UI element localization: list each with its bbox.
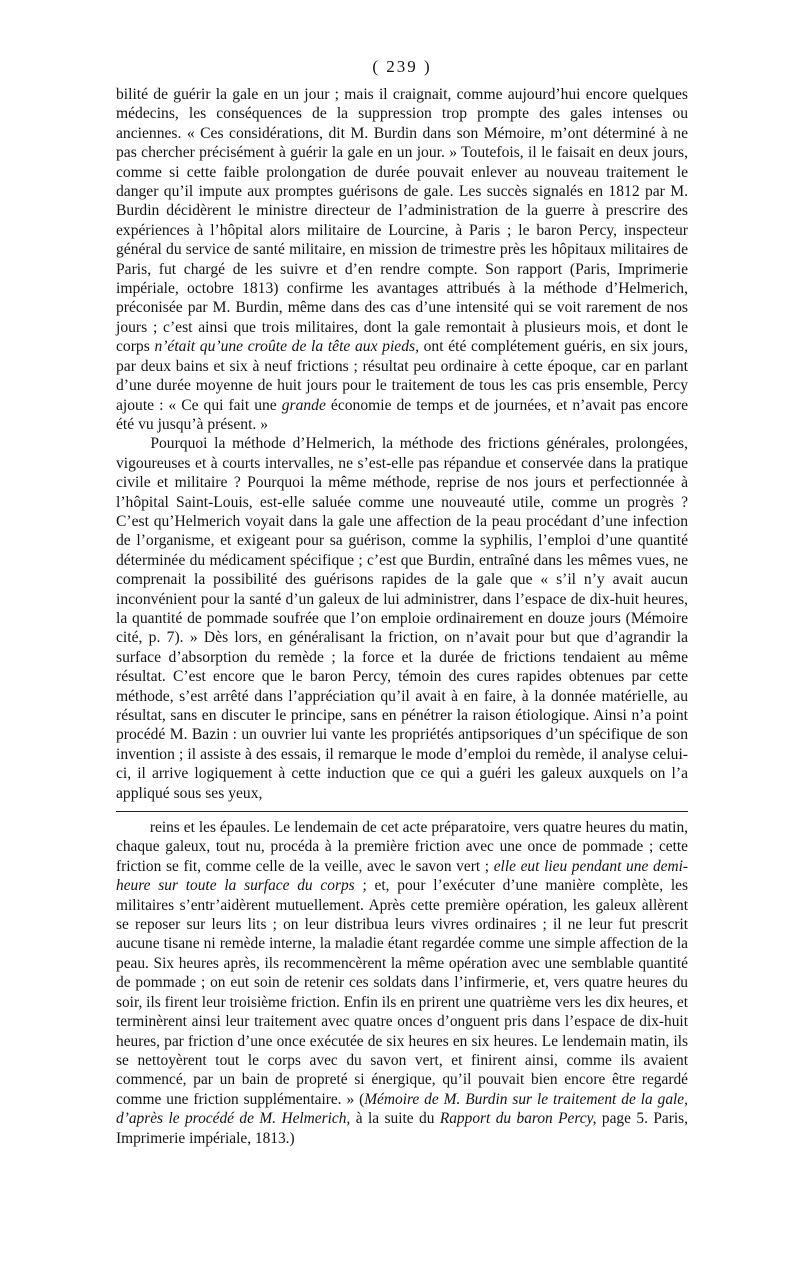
footnote-italic-text: elle eut lieu pendant une demi-heure sur toute la surface du corps: [116, 857, 688, 895]
body-italic-text: grande: [281, 396, 326, 414]
body-paragraph: [116, 85, 688, 434]
footnote-paragraph: [116, 818, 688, 1148]
footnote-text: page 5. Paris, Imprimerie impériale, 1813.): [116, 1110, 688, 1147]
footnote-text: ; et, pour l’exécuter d’une manière complète, les militaires s’entr’aidèrent mutuellement. Après cette première opération, les galeux allèrent se reposer sur leurs lits ; on leur distribua leurs vivres ordinaires ; il ne leur fut prescrit aucune tisane ni remède interne, la maladie étant regardée comme une simple affection de la peau. Six heures après, ils recommencèrent la même opération avec une semblable quantité de pommade ; on eut soin de retenir ces soldats dans l’infirmerie, et, vers quatre heures du soir, ils firent leur troisième friction. Enfin ils en prirent une quatrième vers les dix heures, et terminèrent ainsi leur traitement avec quatre onces d’onguent pris dans l’espace de dix-huit heures, par friction d’une once exécutée de six heures en six heures. Le lendemain matin, ils se nettoyèrent tout le corps avec du savon vert, et finirent ainsi, comme ils avaient commencé, par un bain de propreté si énergique, qu’il pouvait bien encore être regardé comme une friction supplémentaire. » (: [116, 877, 689, 1108]
footnote-divider: [116, 811, 688, 812]
footnote-italic-text: Mémoire de M. Burdin sur le traitement de la gale, d’après le procédé de M. Helmerich,: [116, 1090, 688, 1128]
main-text: [116, 85, 688, 803]
footnote-text: reins et les épaules. Le lendemain de cet acte préparatoire, vers quatre heures du matin, chaque galeux, tout nu, procéda à la première friction avec une once de pommade ; cette friction se fit, comme celle de la veille, avec le savon vert ;: [116, 819, 688, 875]
body-italic-text: n’était qu’une croûte de la tête aux pieds,: [154, 338, 419, 356]
page-number: ( 239 ): [372, 57, 432, 76]
body-paragraph: Pourquoi la méthode d’Helmerich, la méthode des frictions générales, prolongées, vigoureuses et à courts intervalles, ne s’est-elle pas répandue et conservée dans la pratique civile et militaire ? Pourquoi la même méthode, reprise de nos jours et perfectionnée à l’hôpital Saint-Louis, est-elle saluée comme une nouveauté utile, comme un progrès ? C’est qu’Helmerich voyait dans la gale une affection de la peau procédant d’une infection de l’organisme, et exigeant pour sa guérison, comme la syphilis, l’emploi d’une quantité déterminée du médicament spécifique ; c’est que Burdin, entraîné dans les mêmes vues, ne comprenait la possibilité des guérisons rapides de la gale que « s’il n’y avait aucun inconvénient pour la santé d’un galeux de lui administrer, dans l’espace de dix-huit heures, la quantité de pommade soufrée que l’on emploie ordinairement en douze jours (Mémoire cité, p. 7). » Dès lors, en généralisant la friction, on n’avait pour but que d’agrandir la surface d’absorption du remède ; la force et la durée de frictions tendaient au même résultat. C’est encore que le baron Percy, témoin des cures rapides obtenues par cette méthode, s’est arrêté dans l’appréciation qu’il avait à en faire, à la donnée matérielle, au résultat, sans en discuter le principe, sans en pénétrer la raison étiologique. Ainsi n’a point procédé M. Bazin : un ouvrier lui vante les propriétés antipsoriques d’un spécifique de son invention ; il assiste à des essais, il remarque le mode d’emploi du remède, il analyse celui-ci, il arrive logiquement à cette induction que ce qui a guéri les galeux auxquels on l’a appliqué sous ses yeux,: [116, 435, 688, 802]
body-text: bilité de guérir la gale en un jour ; mais il craignait, comme aujourd’hui encore quelques médecins, les conséquences de la suppression trop prompte des gales intenses ou anciennes. « Ces considérations, dit M. Burdin dans son Mémoire, m’ont déterminé à ne pas chercher précisément à guérir la gale en un jour. » Toutefois, il le faisait en deux jours, comme si cette faible prolongation de durée pouvait enlever au nouveau traitement le danger qu’il impute aux promptes guérisons de gale. Les succès signalés en 1812 par M. Burdin décidèrent le ministre directeur de l’administration de la guerre à prescrire des expériences à l’hôpital alors militaire de Lourcine, à Paris ; le baron Percy, inspecteur général du service de santé militaire, en mission de trimestre près les hôpitaux militaires de Paris, fut chargé de les suivre et d’en rendre compte. Son rapport (Paris, Imprimerie impériale, octobre 1813) confirme les avantages attribués à la méthode d’Helmerich, préconisée par M. Burdin, même dans des cas d’une intensité qui se voit rarement de nos jours ; c’est ainsi que trois militaires, dont la gale remontait à plusieurs mois, et dont le corps: [116, 86, 688, 356]
body-text: économie de temps et de journées, et n’avait pas encore été vu jusqu’à présent. »: [116, 396, 688, 433]
footnote-italic-text: Rapport du baron Percy,: [439, 1110, 597, 1128]
body-text: ont été complétement guéris, en six jours, par deux bains et six à neuf frictions ; résultat peu ordinaire à cette époque, car en parlant d’une durée moyenne de huit jours pour le traitement de tous les cas pris ensemble, Percy ajoute : « Ce qui fait une: [116, 338, 688, 414]
footnote-text: à la suite du: [350, 1110, 440, 1128]
footnote: [116, 818, 688, 1148]
